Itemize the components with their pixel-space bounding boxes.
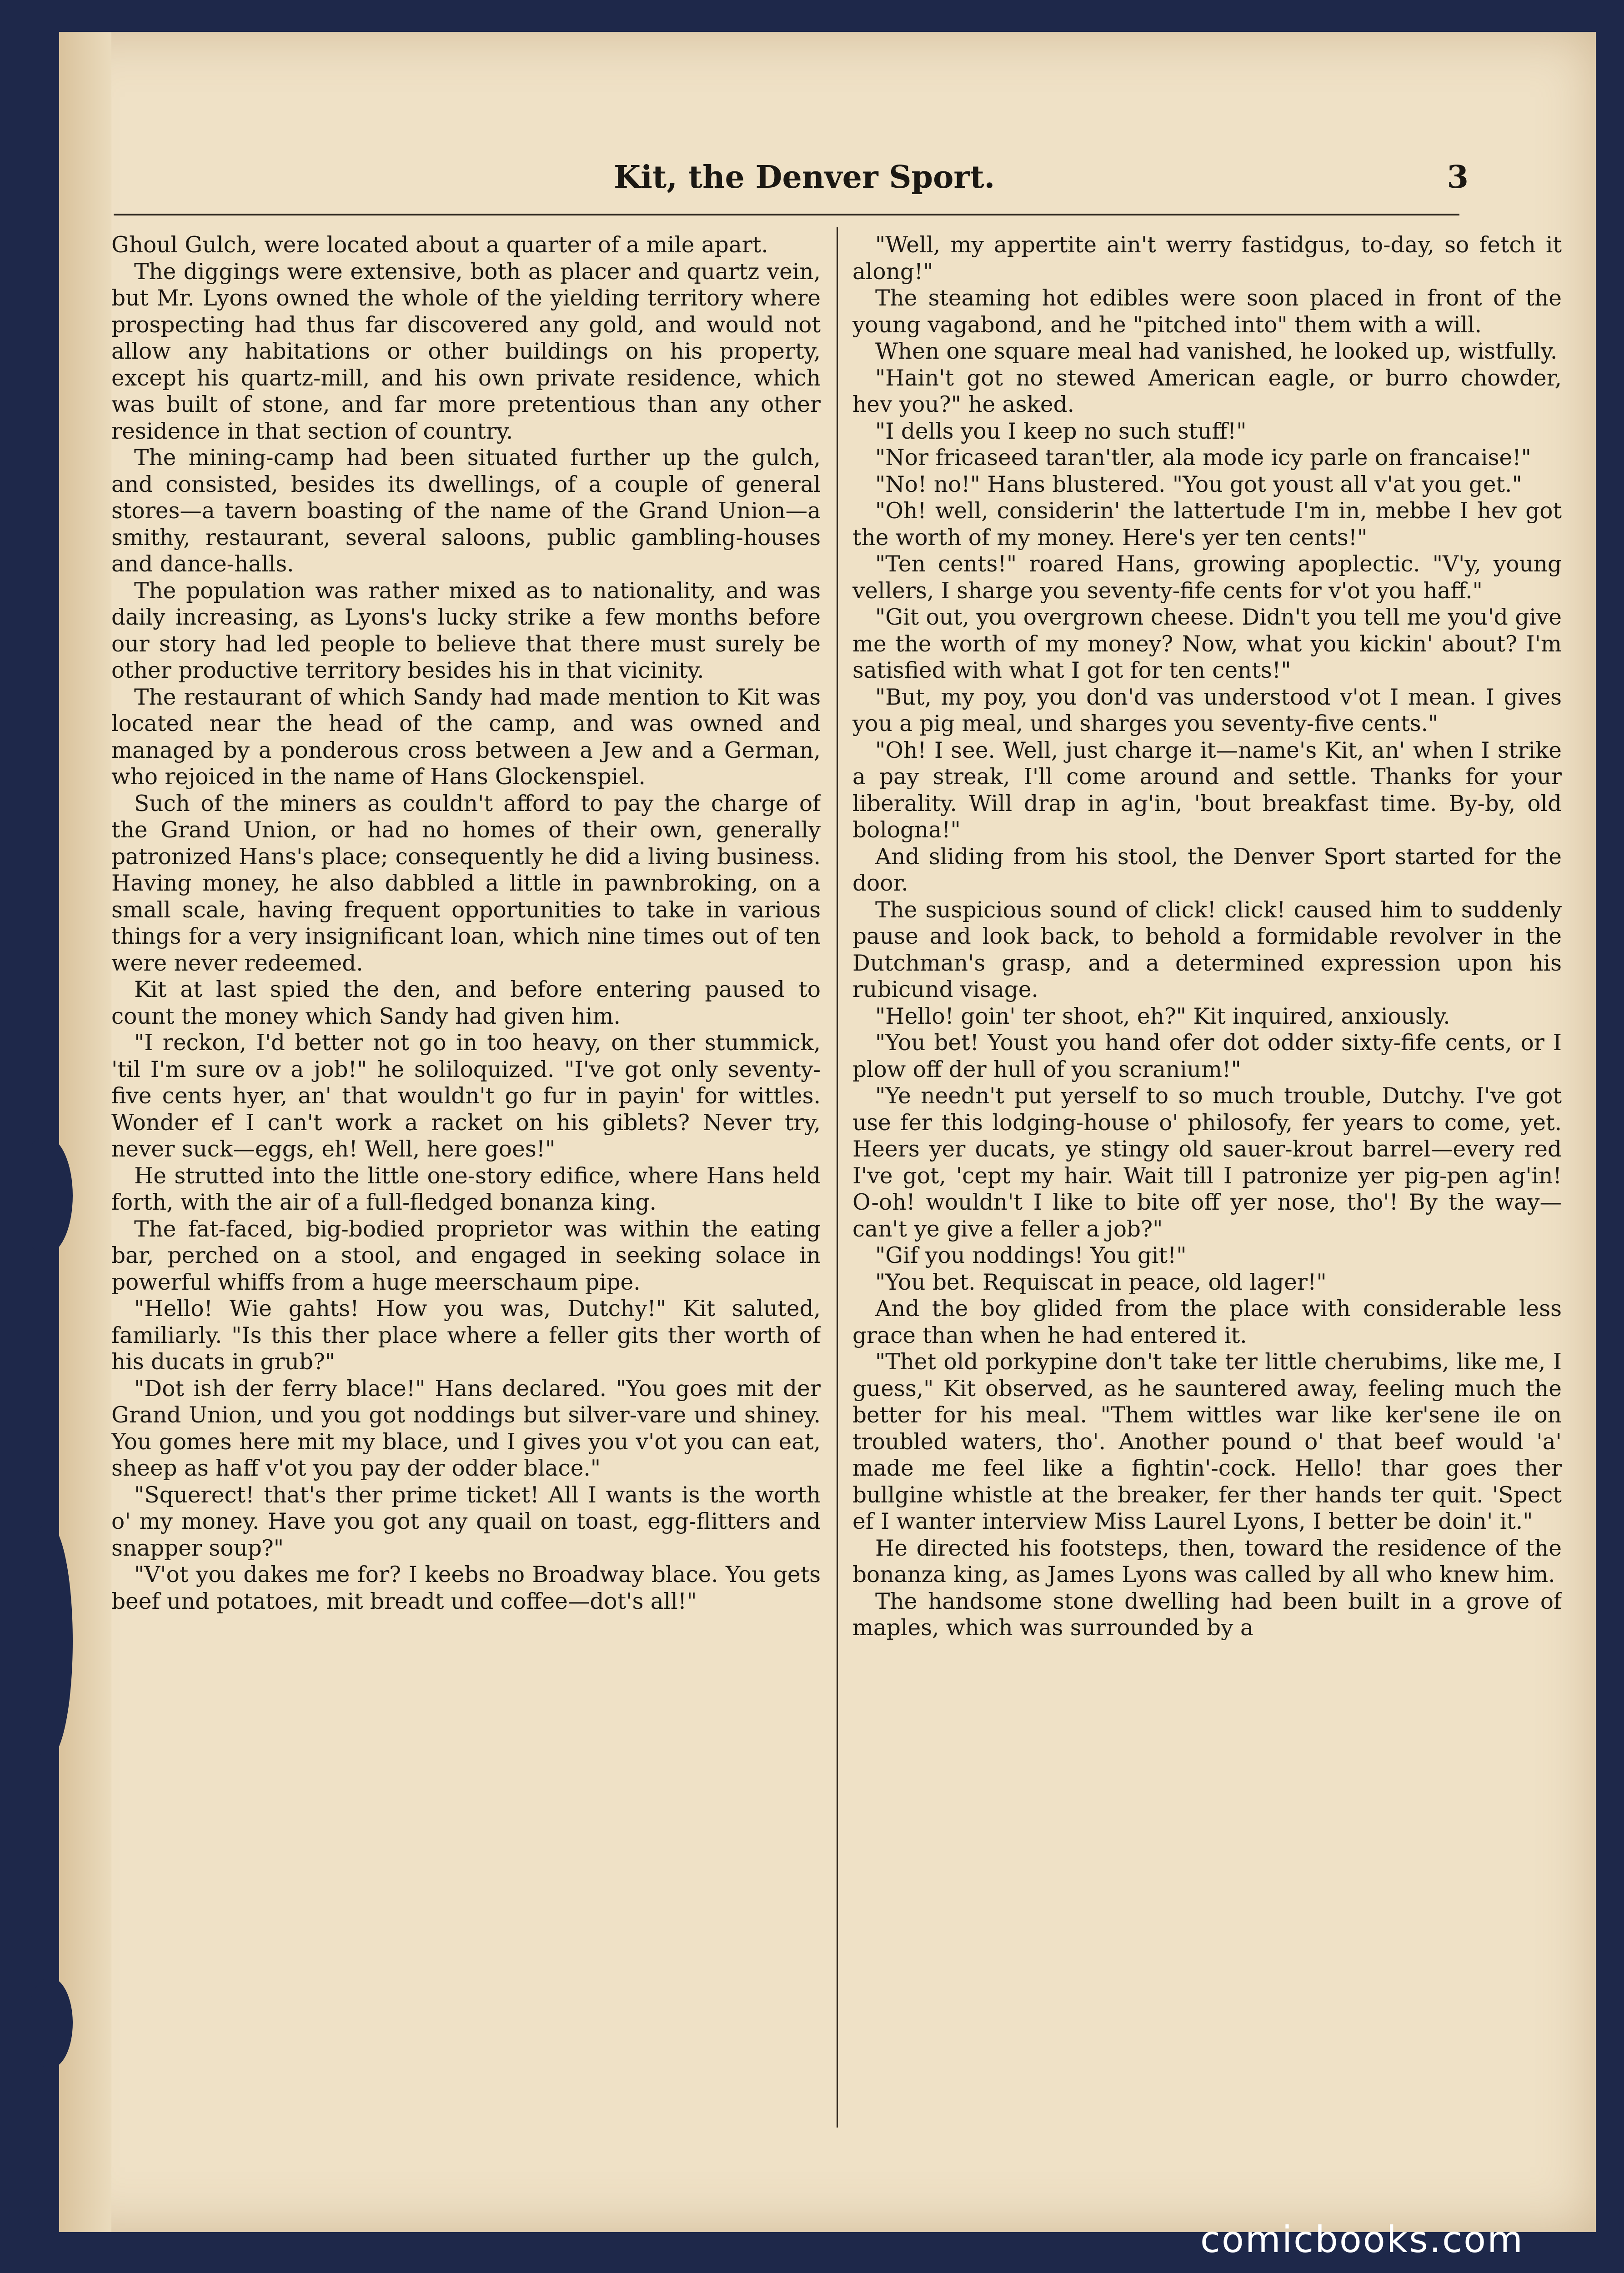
paragraph: "But, my poy, you don'd vas understood v'ot I mean. I gives you a pig meal, und sharges you seventy-five cents." bbox=[852, 684, 1562, 736]
page-header bbox=[114, 145, 1469, 209]
paragraph: "Hello! Wie gahts! How you was, Dutchy!" Kit saluted, familiarly. "Is this ther place where a feller gits ther worth of his ducats in grub?" bbox=[111, 1296, 821, 1375]
paragraph: Kit at last spied the den, and before entering paused to count the money which Sandy had given him. bbox=[111, 977, 821, 1029]
page bbox=[59, 32, 1596, 2232]
paragraph: "Nor fricaseed taran'tler, ala mode icy parle on francaise!" bbox=[875, 445, 1531, 471]
edge-damage bbox=[23, 1523, 73, 1759]
paragraph: "You bet. Requiscat in peace, old lager!" bbox=[875, 1269, 1327, 1295]
worn-left-edge bbox=[59, 32, 111, 2232]
paragraph: When one square meal had vanished, he looked up, wistfully. bbox=[875, 339, 1558, 364]
paragraph: The mining-camp had been situated further up the gulch, and consisted, besides its dwellings, of a couple of general stores—a tavern boasting of the name of the Grand Union—a smithy, restaurant, several saloons, public gambling-houses and dance-halls. bbox=[111, 445, 821, 577]
paragraph: "You bet! Youst you hand ofer dot odder sixty-fife cents, or I plow off der hull of you scranium!" bbox=[852, 1030, 1562, 1082]
right-column bbox=[852, 232, 1562, 2141]
page-number: 3 bbox=[1447, 159, 1469, 195]
watermark-text: comicbooks.com bbox=[1200, 2218, 1524, 2261]
paragraph: "Oh! well, considerin' the lattertude I'm in, mebbe I hev got the worth of my money. Here's yer ten cents!" bbox=[852, 498, 1562, 551]
header-rule bbox=[114, 214, 1459, 215]
paragraph: The suspicious sound of click! click! caused him to suddenly pause and look back, to behold a formidable revolver in the Dutchman's grasp, and a determined expression upon his rubicund visage. bbox=[852, 897, 1562, 1002]
edge-damage bbox=[27, 1978, 73, 2068]
paragraph: Such of the miners as couldn't afford to pay the charge of the Grand Union, or had no homes of their own, generally patronized Hans's place; consequently he did a living business. Having money, he also dabbled a little in pawnbroking, on a small scale, having frequent opportunities to take in various things for a very insignificant loan, which nine times out of ten were never redeemed. bbox=[111, 791, 821, 976]
running-title: Kit, the Denver Sport. bbox=[614, 159, 995, 195]
paragraph: "Gif you noddings! You git!" bbox=[875, 1243, 1187, 1268]
paragraph: He directed his footsteps, then, toward the residence of the bonanza king, as James Lyons was called by all who knew him. bbox=[852, 1535, 1562, 1587]
paragraph: "Thet old porkypine don't take ter little cherubims, like me, I guess," Kit observed, as he sauntered away, feeling much the better for his meal. "Them wittles war like ker'sene ile on troubled waters, tho'. Another pound o' that beef would 'a' made me feel like a fightin'-cock. Hello! thar goes ther bullgine whistle at the breaker, fer ther hands ter quit. 'Spect ef I wanter interview Miss Laurel Lyons, I better be doin' it." bbox=[852, 1349, 1562, 1534]
paragraph: The diggings were extensive, both as placer and quartz vein, but Mr. Lyons owned the whole of the yielding territory where prospecting had thus far discovered any gold, and would not allow any habitations or other buildings on his property, except his quartz-mill, and his own private residence, which was built of stone, and far more pretentious than any other residence in that section of country. bbox=[111, 259, 821, 444]
paragraph: "Dot ish der ferry blace!" Hans declared. "You goes mit der Grand Union, und you got noddings but silver-vare und shiney. You gomes here mit my blace, und I gives you v'ot you can eat, sheep as haff v'ot you pay der odder blace." bbox=[111, 1376, 821, 1481]
paragraph: The fat-faced, big-bodied proprietor was within the eating bar, perched on a stool, and engaged in seeking solace in powerful whiffs from a huge meerschaum pipe. bbox=[111, 1216, 821, 1295]
paragraph: "Hello! goin' ter shoot, eh?" Kit inquired, anxiously. bbox=[875, 1003, 1450, 1029]
paragraph: "Git out, you overgrown cheese. Didn't you tell me you'd give me the worth of my money? Now, what you kickin' about? I'm satisfied with what I got for ten cents!" bbox=[852, 605, 1562, 683]
paragraph: "Squerect! that's ther prime ticket! All I wants is the worth o' my money. Have you got any quail on toast, egg-flitters and snapper soup?" bbox=[111, 1482, 821, 1561]
paragraph: "Hain't got no stewed American eagle, or burro chowder, hev you?" he asked. bbox=[852, 365, 1562, 417]
paragraph: "Well, my appertite ain't werry fastidgus, to-day, so fetch it along!" bbox=[852, 232, 1562, 285]
edge-damage bbox=[18, 1136, 73, 1255]
paragraph: Ghoul Gulch, were located about a quarter of a mile apart. bbox=[111, 232, 768, 258]
paragraph: The restaurant of which Sandy had made mention to Kit was located near the head of the camp, and was owned and managed by a ponderous cross between a Jew and a German, who rejoiced in the name of Hans Glockenspiel. bbox=[111, 684, 821, 790]
paragraph: "I reckon, I'd better not go in too heavy, on ther stummick, 'til I'm sure ov a job!" he soliloquized. "I've got only seventy-five cents hyer, an' that wouldn't go fur in payin' for wittles. Wonder ef I can't work a racket on his giblets? Never try, never suck—eggs, eh! Well, here goes!" bbox=[111, 1030, 821, 1162]
paragraph: And the boy glided from the place with considerable less grace than when he had entered it. bbox=[852, 1296, 1562, 1348]
paragraph: The handsome stone dwelling had been built in a grove of maples, which was surrounded by a bbox=[852, 1588, 1562, 1641]
paragraph: "Oh! I see. Well, just charge it—name's Kit, an' when I strike a pay streak, I'll come around and settle. Thanks for your liberality. Will drap in ag'in, 'bout breakfast time. By-by, old bologna!" bbox=[852, 737, 1562, 843]
paragraph: And sliding from his stool, the Denver Sport started for the door. bbox=[852, 844, 1562, 896]
paragraph: He strutted into the little one-story edifice, where Hans held forth, with the air of a full-fledged bonanza king. bbox=[111, 1163, 821, 1215]
paragraph: "Ye needn't put yerself to so much trouble, Dutchy. I've got use fer this lodging-house o' philosofy, fer years to come, yet. Heers yer ducats, ye stingy old sauer-krout barrel—every red I've got, 'cept my hair. Wait till I patronize yer pig-pen ag'in! O-oh! wouldn't I like to bite off yer nose, tho'! By the way—can't ye give a feller a job?" bbox=[852, 1083, 1562, 1242]
paragraph: "Ten cents!" roared Hans, growing apoplectic. "V'y, young vellers, I sharge you seventy-fife cents for v'ot you haff." bbox=[852, 551, 1562, 604]
column-divider bbox=[837, 227, 838, 2128]
paragraph: The steaming hot edibles were soon placed in front of the young vagabond, and he "pitched into" them with a will. bbox=[852, 285, 1562, 338]
paragraph: "I dells you I keep no such stuff!" bbox=[875, 418, 1247, 444]
paragraph: "V'ot you dakes me for? I keebs no Broadway blace. You gets beef und potatoes, mit breadt und coffee—dot's all!" bbox=[111, 1562, 821, 1614]
paragraph: The population was rather mixed as to nationality, and was daily increasing, as Lyons's lucky strike a few months before our story had led people to believe that there must surely be other productive territory besides his in that vicinity. bbox=[111, 578, 821, 683]
paragraph: "No! no!" Hans blustered. "You got youst all v'at you get." bbox=[875, 471, 1522, 497]
left-column bbox=[111, 232, 821, 2141]
